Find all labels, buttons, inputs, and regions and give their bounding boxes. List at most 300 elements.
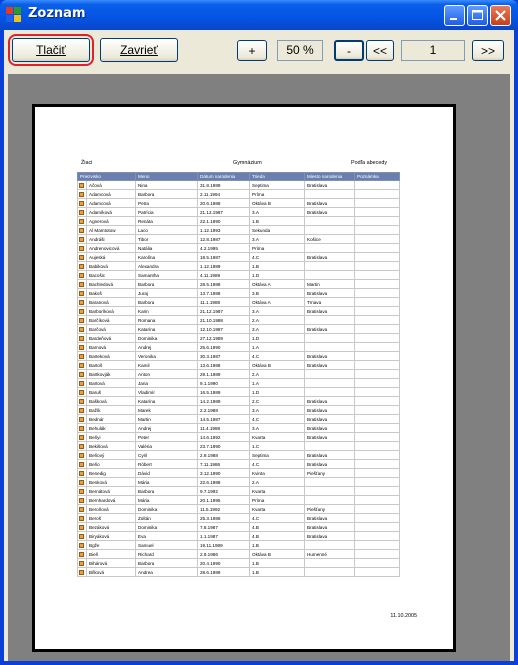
print-button[interactable]: Tlačiť xyxy=(12,38,90,62)
table-cell xyxy=(355,253,400,262)
person-icon xyxy=(78,568,87,577)
table-cell: Príma xyxy=(250,190,305,199)
table-cell: Bratislava xyxy=(305,181,355,190)
table-row xyxy=(78,433,400,442)
table-cell: Bihárová xyxy=(87,559,136,568)
table-cell: 2.2.1988 xyxy=(198,406,250,415)
table-cell xyxy=(355,415,400,424)
table-cell: Bekišová xyxy=(87,442,136,451)
table-row xyxy=(78,388,400,397)
table-cell xyxy=(355,343,400,352)
table-cell: Oktáva B xyxy=(250,550,305,559)
table-cell xyxy=(305,217,355,226)
table-cell: 4.C xyxy=(250,460,305,469)
table-cell: Dávid xyxy=(136,469,198,478)
table-cell xyxy=(355,298,400,307)
table-cell: 1.12.1989 xyxy=(198,262,250,271)
table-cell xyxy=(355,388,400,397)
table-cell: Martin xyxy=(136,415,198,424)
table-row xyxy=(78,271,400,280)
table-cell: Bednár xyxy=(87,415,136,424)
table-cell: Richard xyxy=(136,550,198,559)
table-cell: 1.B xyxy=(250,559,305,568)
previous-page-button[interactable]: << xyxy=(366,40,394,61)
table-cell: 21.12.1987 xyxy=(198,208,250,217)
table-cell: 21.10.1988 xyxy=(198,316,250,325)
table-cell: Bratislava xyxy=(305,415,355,424)
table-cell: 2.A xyxy=(250,478,305,487)
table-cell: 3.A xyxy=(250,424,305,433)
report-header-left: Žiaci xyxy=(81,160,93,166)
report-header-right: Podľa abecedy xyxy=(351,160,388,166)
table-cell: Katarína xyxy=(136,325,198,334)
table-row xyxy=(78,343,400,352)
person-icon xyxy=(78,334,87,343)
table-row xyxy=(78,379,400,388)
table-cell: 4.C xyxy=(250,514,305,523)
column-header: Dátum narodenia xyxy=(198,173,250,181)
table-cell: Benková xyxy=(87,478,136,487)
minimize-icon xyxy=(445,6,464,25)
toolbar xyxy=(4,30,514,70)
minimize-button[interactable] xyxy=(444,5,465,26)
table-cell: Beňyi xyxy=(87,433,136,442)
table-cell: Barbora xyxy=(136,487,198,496)
table-cell: Beňový xyxy=(87,451,136,460)
table-row xyxy=(78,190,400,199)
table-cell: 3.B xyxy=(250,289,305,298)
table-cell: Baruš xyxy=(87,388,136,397)
table-cell: Adamíková xyxy=(87,208,136,217)
person-icon xyxy=(78,559,87,568)
person-icon xyxy=(78,505,87,514)
table-cell: Aujeská xyxy=(87,253,136,262)
table-cell xyxy=(305,487,355,496)
table-cell: Oktáva A xyxy=(250,280,305,289)
table-row xyxy=(78,478,400,487)
person-icon xyxy=(78,190,87,199)
table-row xyxy=(78,289,400,298)
table-cell: 21.12.1987 xyxy=(198,307,250,316)
table-cell: 2.9.1988 xyxy=(198,451,250,460)
table-cell: 12.8.1987 xyxy=(198,235,250,244)
person-icon xyxy=(78,541,87,550)
table-cell xyxy=(355,190,400,199)
table-cell: Bratislava xyxy=(305,253,355,262)
table-cell xyxy=(355,289,400,298)
table-cell: Piešťany xyxy=(305,505,355,514)
table-cell: Barbora xyxy=(136,190,198,199)
table-cell: Barnová xyxy=(87,343,136,352)
table-cell: Baranová xyxy=(87,298,136,307)
table-cell: Róbert xyxy=(136,460,198,469)
person-icon xyxy=(78,208,87,217)
person-icon xyxy=(78,451,87,460)
table-cell: Bartoš xyxy=(87,361,136,370)
table-cell: Valéria xyxy=(136,442,198,451)
table-cell: Babiková xyxy=(87,262,136,271)
table-cell: Adamcová xyxy=(87,190,136,199)
table-cell: Bratislava xyxy=(305,451,355,460)
table-row xyxy=(78,334,400,343)
table-cell xyxy=(355,514,400,523)
table-cell: Kvinta xyxy=(250,469,305,478)
table-cell: Al Mamtotow xyxy=(87,226,136,235)
table-cell: Mária xyxy=(136,496,198,505)
table-cell: Oktáva A xyxy=(250,298,305,307)
table-cell xyxy=(305,478,355,487)
table-cell xyxy=(305,262,355,271)
table-cell: 4.C xyxy=(250,352,305,361)
table-cell: 1.B xyxy=(250,262,305,271)
window-title: Zoznam xyxy=(28,6,86,21)
table-cell: 11.4.1988 xyxy=(198,424,250,433)
table-cell: Bratislava xyxy=(305,289,355,298)
table-cell xyxy=(355,397,400,406)
table-cell xyxy=(305,226,355,235)
table-cell: Kvarta xyxy=(250,505,305,514)
table-cell xyxy=(355,181,400,190)
column-header: Miesto narodenia xyxy=(305,173,355,181)
students-table xyxy=(77,172,400,577)
table-cell: Septima xyxy=(250,451,305,460)
table-cell: 1.D xyxy=(250,334,305,343)
person-icon xyxy=(78,352,87,361)
person-icon xyxy=(78,469,87,478)
table-row xyxy=(78,415,400,424)
table-cell: 30.3.1987 xyxy=(198,352,250,361)
table-row xyxy=(78,514,400,523)
table-cell xyxy=(305,379,355,388)
table-row xyxy=(78,316,400,325)
table-cell: Bratislava xyxy=(305,514,355,523)
table-cell xyxy=(355,271,400,280)
table-cell: Andrenovicová xyxy=(87,244,136,253)
table-cell: Peter xyxy=(136,433,198,442)
table-cell: Dominika xyxy=(136,505,198,514)
table-cell: Bratislava xyxy=(305,523,355,532)
table-cell: 2.C xyxy=(250,397,305,406)
person-icon xyxy=(78,388,87,397)
table-row xyxy=(78,298,400,307)
table-cell: Katarína xyxy=(136,397,198,406)
close-window-button[interactable] xyxy=(490,5,511,26)
table-cell xyxy=(355,379,400,388)
table-cell xyxy=(355,532,400,541)
table-row xyxy=(78,262,400,271)
table-cell xyxy=(355,496,400,505)
table-cell: Cyril xyxy=(136,451,198,460)
table-row xyxy=(78,496,400,505)
table-cell: Kamil xyxy=(136,361,198,370)
table-cell: Beroš xyxy=(87,514,136,523)
table-cell: 27.12.1989 xyxy=(198,334,250,343)
table-cell: 18.5.1987 xyxy=(198,253,250,262)
table-cell xyxy=(305,388,355,397)
table-row xyxy=(78,280,400,289)
table-cell: 22.6.1988 xyxy=(198,478,250,487)
table-row xyxy=(78,307,400,316)
table-cell: Barčíková xyxy=(87,316,136,325)
table-cell xyxy=(305,370,355,379)
report-date: 11.10.2005 xyxy=(390,613,417,619)
table-cell: 3.12.1990 xyxy=(198,469,250,478)
table-cell: Romana xyxy=(136,316,198,325)
table-cell: Bratislava xyxy=(305,460,355,469)
table-cell: Samantha xyxy=(136,271,198,280)
table-cell: Agnerová xyxy=(87,217,136,226)
table-cell xyxy=(355,460,400,469)
table-cell: 29.1.1989 xyxy=(198,370,250,379)
table-row xyxy=(78,361,400,370)
table-cell: Bacošic xyxy=(87,271,136,280)
table-cell: Tibor xyxy=(136,235,198,244)
table-cell: Bratislava xyxy=(305,307,355,316)
table-cell: Bratislava xyxy=(305,325,355,334)
table-cell: 3.A xyxy=(250,235,305,244)
table-cell xyxy=(355,217,400,226)
next-page-button[interactable]: >> xyxy=(472,40,504,61)
table-cell: Ačová xyxy=(87,181,136,190)
table-row xyxy=(78,559,400,568)
table-cell: 28.5.1988 xyxy=(198,280,250,289)
table-cell: 13.7.1988 xyxy=(198,289,250,298)
table-cell: 11.1.1988 xyxy=(198,298,250,307)
maximize-icon xyxy=(468,6,487,25)
person-icon xyxy=(78,370,87,379)
person-icon xyxy=(78,532,87,541)
person-icon xyxy=(78,316,87,325)
table-cell: Karin xyxy=(136,307,198,316)
table-cell: 3.A xyxy=(250,406,305,415)
table-cell xyxy=(305,316,355,325)
table-cell: 4.2.1995 xyxy=(198,244,250,253)
table-cell xyxy=(355,478,400,487)
table-row xyxy=(78,199,400,208)
table-row xyxy=(78,370,400,379)
table-cell: Barbora xyxy=(136,280,198,289)
table-cell: Alexandra xyxy=(136,262,198,271)
zoom-field[interactable]: 50 % xyxy=(277,40,323,61)
title-bar[interactable] xyxy=(0,0,518,30)
table-cell: 1.A xyxy=(250,379,305,388)
table-cell: Bratislava xyxy=(305,208,355,217)
person-icon xyxy=(78,199,87,208)
table-row xyxy=(78,352,400,361)
table-cell xyxy=(305,343,355,352)
table-cell: Zoltán xyxy=(136,514,198,523)
table-cell: Oktáva B xyxy=(250,361,305,370)
table-cell: 13.6.1988 xyxy=(198,361,250,370)
table-cell xyxy=(305,568,355,577)
table-cell: Natália xyxy=(136,244,198,253)
table-cell xyxy=(355,424,400,433)
column-header: Meno xyxy=(136,173,198,181)
table-cell: Príma xyxy=(250,244,305,253)
table-row xyxy=(78,487,400,496)
table-cell: Bakoš xyxy=(87,289,136,298)
column-header: Poznámka xyxy=(355,173,400,181)
table-cell: 25.6.1990 xyxy=(198,343,250,352)
table-cell: 2.9.1986 xyxy=(198,550,250,559)
table-row xyxy=(78,325,400,334)
table-cell: Barboríková xyxy=(87,307,136,316)
table-cell: Dominika xyxy=(136,334,198,343)
table-cell xyxy=(355,541,400,550)
table-row xyxy=(78,253,400,262)
table-cell: 19.11.1989 xyxy=(198,541,250,550)
table-cell: 4.B xyxy=(250,523,305,532)
table-cell: Veronika xyxy=(136,352,198,361)
table-cell: Barbora xyxy=(136,298,198,307)
person-icon xyxy=(78,397,87,406)
person-icon xyxy=(78,235,87,244)
table-cell: 1.B xyxy=(250,217,305,226)
table-cell: 7.11.1986 xyxy=(198,460,250,469)
table-cell: Piešťany xyxy=(305,469,355,478)
table-cell: 3.A xyxy=(250,208,305,217)
zoom-out-button[interactable]: - xyxy=(334,40,364,61)
table-row xyxy=(78,568,400,577)
table-row xyxy=(78,181,400,190)
table-cell: Oktáva B xyxy=(250,199,305,208)
table-cell xyxy=(355,208,400,217)
person-icon xyxy=(78,460,87,469)
table-cell: Bieň xyxy=(87,550,136,559)
table-cell: Bernhardová xyxy=(87,496,136,505)
table-cell: Bratislava xyxy=(305,361,355,370)
table-cell: Jana xyxy=(136,379,198,388)
table-cell: Kvarta xyxy=(250,487,305,496)
person-icon xyxy=(78,361,87,370)
table-cell xyxy=(355,226,400,235)
table-cell: Košice xyxy=(305,235,355,244)
print-preview-area[interactable] xyxy=(8,74,510,661)
person-icon xyxy=(78,262,87,271)
person-icon xyxy=(78,298,87,307)
close-button[interactable]: Zavrieť xyxy=(100,38,178,62)
table-cell: Bernátová xyxy=(87,487,136,496)
table-cell xyxy=(355,361,400,370)
table-cell: 20.6.1988 xyxy=(198,199,250,208)
person-icon xyxy=(78,424,87,433)
table-cell: Kvarta xyxy=(250,433,305,442)
person-icon xyxy=(78,253,87,262)
table-cell: 2.A xyxy=(250,316,305,325)
table-cell: Barteková xyxy=(87,352,136,361)
table-cell: Beroňová xyxy=(87,505,136,514)
table-cell xyxy=(355,334,400,343)
maximize-button[interactable] xyxy=(467,5,488,26)
table-cell: Bílková xyxy=(87,568,136,577)
table-cell xyxy=(355,469,400,478)
table-cell xyxy=(355,199,400,208)
table-cell xyxy=(305,244,355,253)
table-cell: Bažík xyxy=(87,406,136,415)
person-icon xyxy=(78,478,87,487)
table-cell: 1.D xyxy=(250,388,305,397)
page-number-field[interactable]: 1 xyxy=(401,40,465,61)
table-cell xyxy=(305,442,355,451)
table-cell: 14.5.1987 xyxy=(198,415,250,424)
table-cell xyxy=(355,550,400,559)
person-icon xyxy=(78,181,87,190)
person-icon xyxy=(78,496,87,505)
table-cell: 3.A xyxy=(250,307,305,316)
table-cell xyxy=(355,451,400,460)
table-cell xyxy=(355,568,400,577)
table-cell: Karolína xyxy=(136,253,198,262)
app-icon[interactable] xyxy=(6,7,22,23)
table-cell: Bašková xyxy=(87,397,136,406)
table-cell xyxy=(305,559,355,568)
table-cell: Bratislava xyxy=(305,406,355,415)
table-cell: Benedig xyxy=(87,469,136,478)
table-cell xyxy=(355,262,400,271)
table-cell: Príma xyxy=(250,496,305,505)
person-icon xyxy=(78,442,87,451)
table-cell: Bratislava xyxy=(305,199,355,208)
table-row xyxy=(78,451,400,460)
table-row xyxy=(78,532,400,541)
form-client-area xyxy=(4,30,514,661)
table-cell: 1.C xyxy=(250,442,305,451)
table-cell: Bratislava xyxy=(305,433,355,442)
table-cell: 9.1.1990 xyxy=(198,379,250,388)
table-cell: Vladimír xyxy=(136,388,198,397)
table-row xyxy=(78,442,400,451)
table-cell xyxy=(355,523,400,532)
person-icon xyxy=(78,487,87,496)
person-icon xyxy=(78,289,87,298)
person-icon xyxy=(78,523,87,532)
table-cell: Marek xyxy=(136,406,198,415)
table-cell: Adamcová xyxy=(87,199,136,208)
person-icon xyxy=(78,379,87,388)
table-cell xyxy=(355,505,400,514)
column-header: Trieda xyxy=(250,173,305,181)
table-cell: Andrej xyxy=(136,343,198,352)
person-icon xyxy=(78,307,87,316)
table-row xyxy=(78,523,400,532)
table-row xyxy=(78,217,400,226)
person-icon xyxy=(78,325,87,334)
column-header: Priezvisko xyxy=(78,173,136,181)
table-cell: 7.8.1987 xyxy=(198,523,250,532)
table-row xyxy=(78,244,400,253)
person-icon xyxy=(78,415,87,424)
report-header-center: Gymnázium xyxy=(233,160,262,166)
table-cell: 1.A xyxy=(250,343,305,352)
table-header-row xyxy=(78,173,400,181)
table-cell: Laco xyxy=(136,226,198,235)
table-cell: 16.5.1989 xyxy=(198,388,250,397)
person-icon xyxy=(78,280,87,289)
table-cell: Bardeňová xyxy=(87,334,136,343)
table-row xyxy=(78,406,400,415)
table-cell: Beňo xyxy=(87,460,136,469)
table-cell: Bezáková xyxy=(87,523,136,532)
zoom-in-button[interactable]: + xyxy=(237,40,267,61)
table-cell xyxy=(355,235,400,244)
table-cell: 1.D xyxy=(250,271,305,280)
table-cell: Patrícia xyxy=(136,208,198,217)
table-cell: 1.B xyxy=(250,568,305,577)
table-cell: 11.5.1992 xyxy=(198,505,250,514)
table-cell: 23.7.1990 xyxy=(198,442,250,451)
table-cell: 2.11.1994 xyxy=(198,190,250,199)
table-row xyxy=(78,226,400,235)
